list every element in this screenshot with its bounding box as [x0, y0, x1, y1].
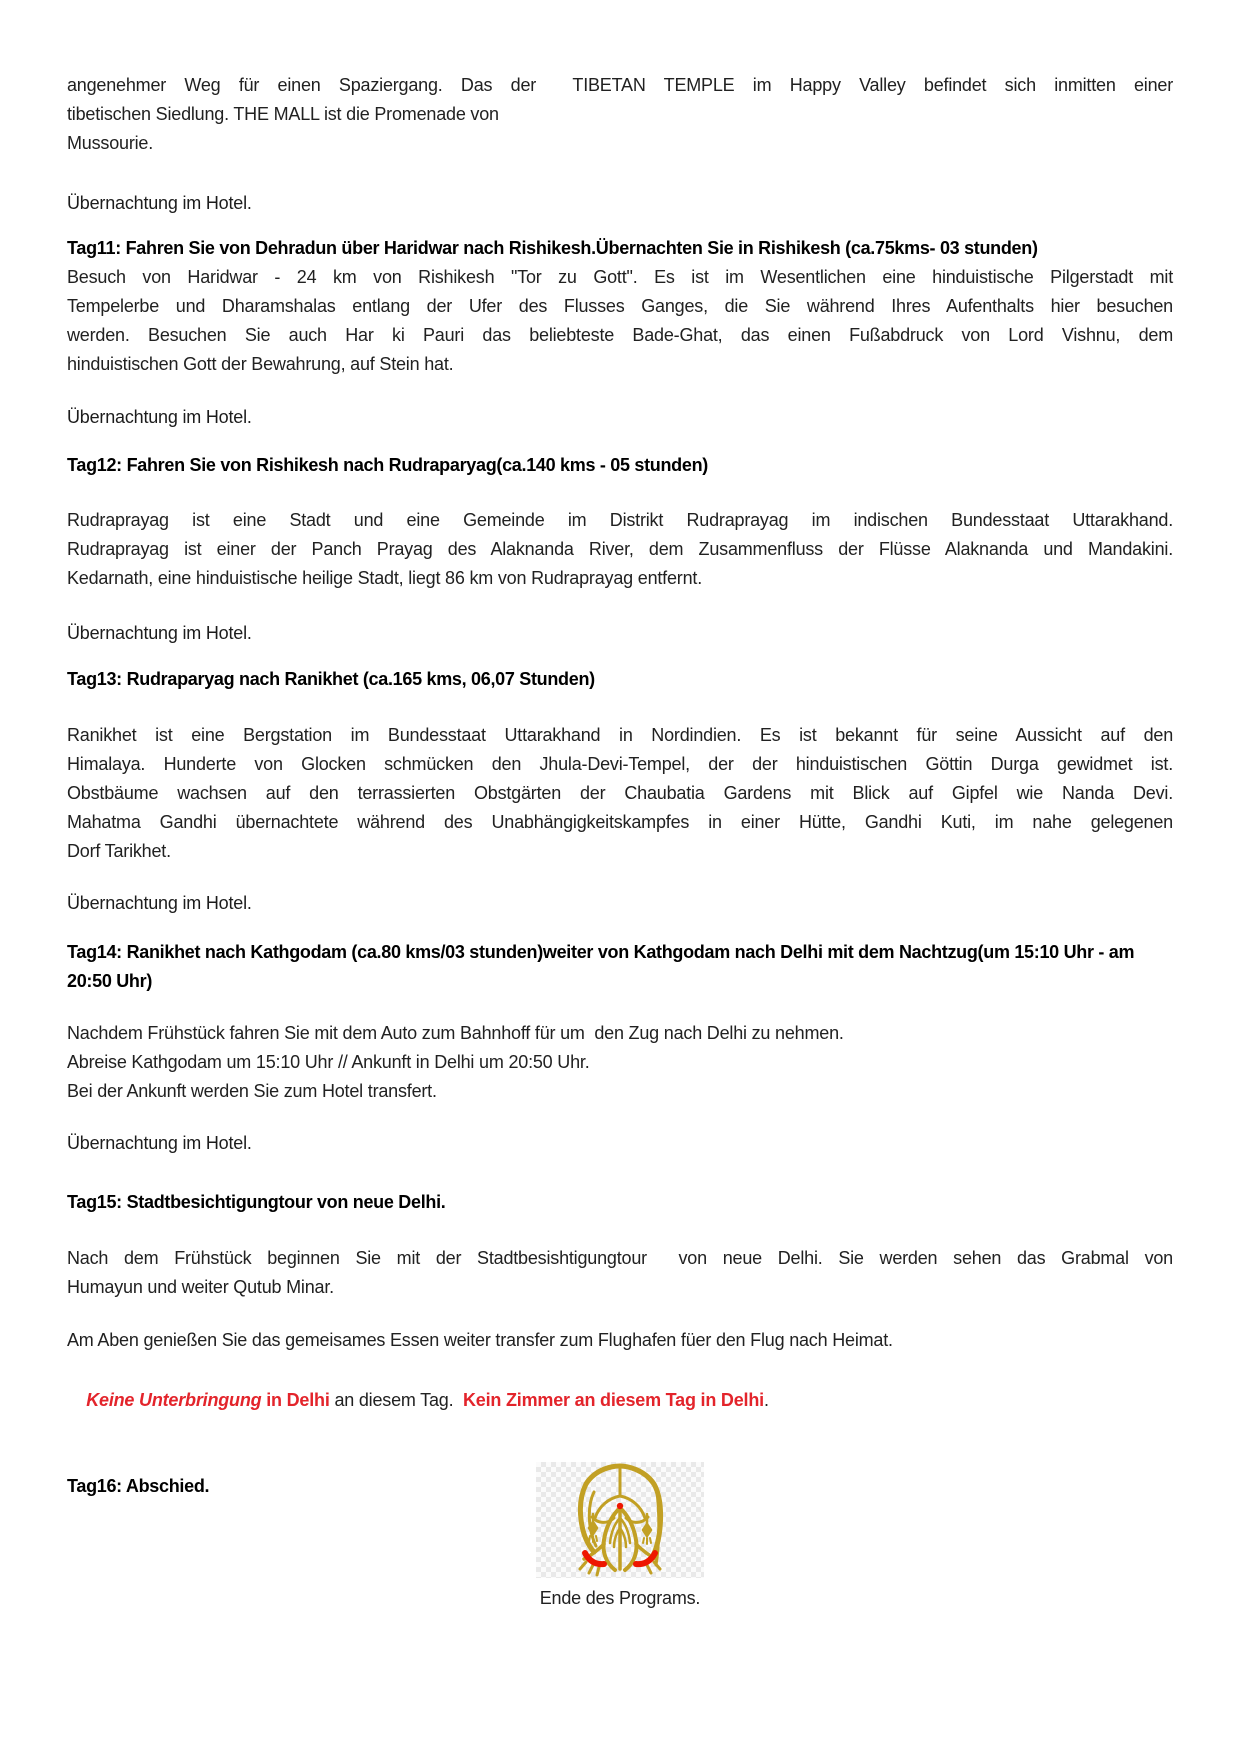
intro-line: tibetischen Siedlung. THE MALL ist die Promenade von [67, 104, 499, 124]
no-accommodation-mid: an diesem Tag. [329, 1390, 463, 1410]
overnight-note: Übernachtung im Hotel. [67, 893, 252, 913]
tag12-heading: Tag12: Fahren Sie von Rishikesh nach Rudraparyag(ca.140 kms - 05 stunden) [67, 455, 708, 475]
overnight-note: Übernachtung im Hotel. [67, 623, 252, 643]
intro-paragraph [67, 71, 1173, 158]
tag12-line: Kedarnath, eine hinduistische heilige Stadt, liegt 86 km von Rudraprayag entfernt. [67, 568, 703, 588]
tag14-line: Bei der Ankunft werden Sie zum Hotel transfert. [67, 1081, 437, 1101]
namaste-logo [536, 1462, 704, 1578]
tag14-heading: Tag14: Ranikhet nach Kathgodam (ca.80 kms/03 stunden)weiter von Kathgodam nach Delhi mit dem Nachtzug(um 15:10 Uhr - am 20:50 Uhr) [67, 942, 1135, 991]
tag13-line: Dorf Tarikhet. [67, 841, 171, 861]
tag14-line: Nachdem Frühstück fahren Sie mit dem Auto zum Bahnhoff für um den Zug nach Delhi zu nehmen. [67, 1023, 844, 1043]
tag11-paragraph [67, 263, 1173, 379]
tag15-paragraph [67, 1244, 1173, 1302]
tag13-heading: Tag13: Rudraparyag nach Ranikhet (ca.165 kms, 06,07 Stunden) [67, 669, 595, 689]
no-accommodation-note [67, 1357, 1173, 1444]
tag13-paragraph [67, 721, 1173, 866]
tag11-line: hinduistischen Gott der Bewahrung, auf Stein hat. [67, 354, 454, 374]
tag13-line: Himalaya. Hunderte von Glocken schmücken den Jhula-Devi-Tempel, der der hinduistischen Göttin Durga gewidmet ist. [67, 754, 1173, 774]
overnight-note: Übernachtung im Hotel. [67, 407, 252, 427]
intro-line: Mussourie. [67, 133, 154, 153]
no-room-second: Kein Zimmer an diesem Tag in Delhi [463, 1390, 764, 1410]
tag13-line: Obstbäume wachsen auf den terrassierten Obstgärten der Chaubatia Gardens mit Blick auf Gipfel wie Nanda Devi. [67, 783, 1173, 803]
tag12-line: Rudraprayag ist eine Stadt und eine Gemeinde im Distrikt Rudraprayag im indischen Bundesstaat Uttarakhand. [67, 510, 1173, 530]
tag15-heading: Tag15: Stadtbesichtigungtour von neue Delhi. [67, 1192, 446, 1212]
intro-line: angenehmer Weg für einen Spaziergang. Das der TIBETAN TEMPLE im Happy Valley befindet sich inmitten einer [67, 75, 1173, 95]
tag11-line: Tempelerbe und Dharamshalas entlang der Ufer des Flusses Ganges, die Sie während Ihres Aufenthalts hier besuchen [67, 296, 1173, 316]
tag15-line: Humayun und weiter Qutub Minar. [67, 1277, 334, 1297]
tag11-heading: Tag11: Fahren Sie von Dehradun über Haridwar nach Rishikesh.Übernachten Sie in Rishikesh (ca.75kms- 03 stunden) [67, 238, 1038, 258]
no-accommodation-in-delhi: in Delhi [261, 1390, 330, 1410]
tag16-heading: Tag16: Abschied. [67, 1476, 210, 1496]
tag13-line: Ranikhet ist eine Bergstation im Bundesstaat Uttarakhand in Nordindien. Es ist bekannt für seine Aussicht auf den [67, 725, 1173, 745]
tag14-line: Abreise Kathgodam um 15:10 Uhr // Ankunft in Delhi um 20:50 Uhr. [67, 1052, 590, 1072]
tag12-paragraph [67, 506, 1173, 593]
tag11-line: werden. Besuchen Sie auch Har ki Pauri das beliebteste Bade-Ghat, das einen Fußabdruck von Lord Vishnu, dem [67, 325, 1173, 345]
no-room-period: . [763, 1390, 769, 1410]
tag11-line: Besuch von Haridwar - 24 km von Rishikesh "Tor zu Gott". Es ist im Wesentlichen eine hinduistische Pilgerstadt mit [67, 267, 1173, 287]
tag12-line: Rudraprayag ist einer der Panch Prayag des Alaknanda River, dem Zusammenfluss der Flüsse Alaknanda und Mandakini. [67, 539, 1173, 559]
tag15-line: Nach dem Frühstück beginnen Sie mit der Stadtbesishtigungtour von neue Delhi. Sie werden sehen das Grabmal von [67, 1248, 1173, 1268]
no-accommodation-italic: Keine Unterbringung [86, 1390, 262, 1410]
namaste-icon [536, 1462, 704, 1578]
overnight-note: Übernachtung im Hotel. [67, 1133, 252, 1153]
tag16-row [67, 1462, 1173, 1578]
tag14-paragraph [67, 1019, 1173, 1106]
end-of-program-text: Ende des Programs. [539, 1588, 701, 1608]
tag13-line: Mahatma Gandhi übernachtete während des Unabhängigkeitskampfes in einer Hütte, Gandhi Kuti, im nahe gelegenen [67, 812, 1173, 832]
overnight-note: Übernachtung im Hotel. [67, 193, 252, 213]
evening-transfer-note: Am Aben genießen Sie das gemeisames Essen weiter transfer zum Flughafen füer den Flug nach Heimat. [67, 1330, 893, 1350]
